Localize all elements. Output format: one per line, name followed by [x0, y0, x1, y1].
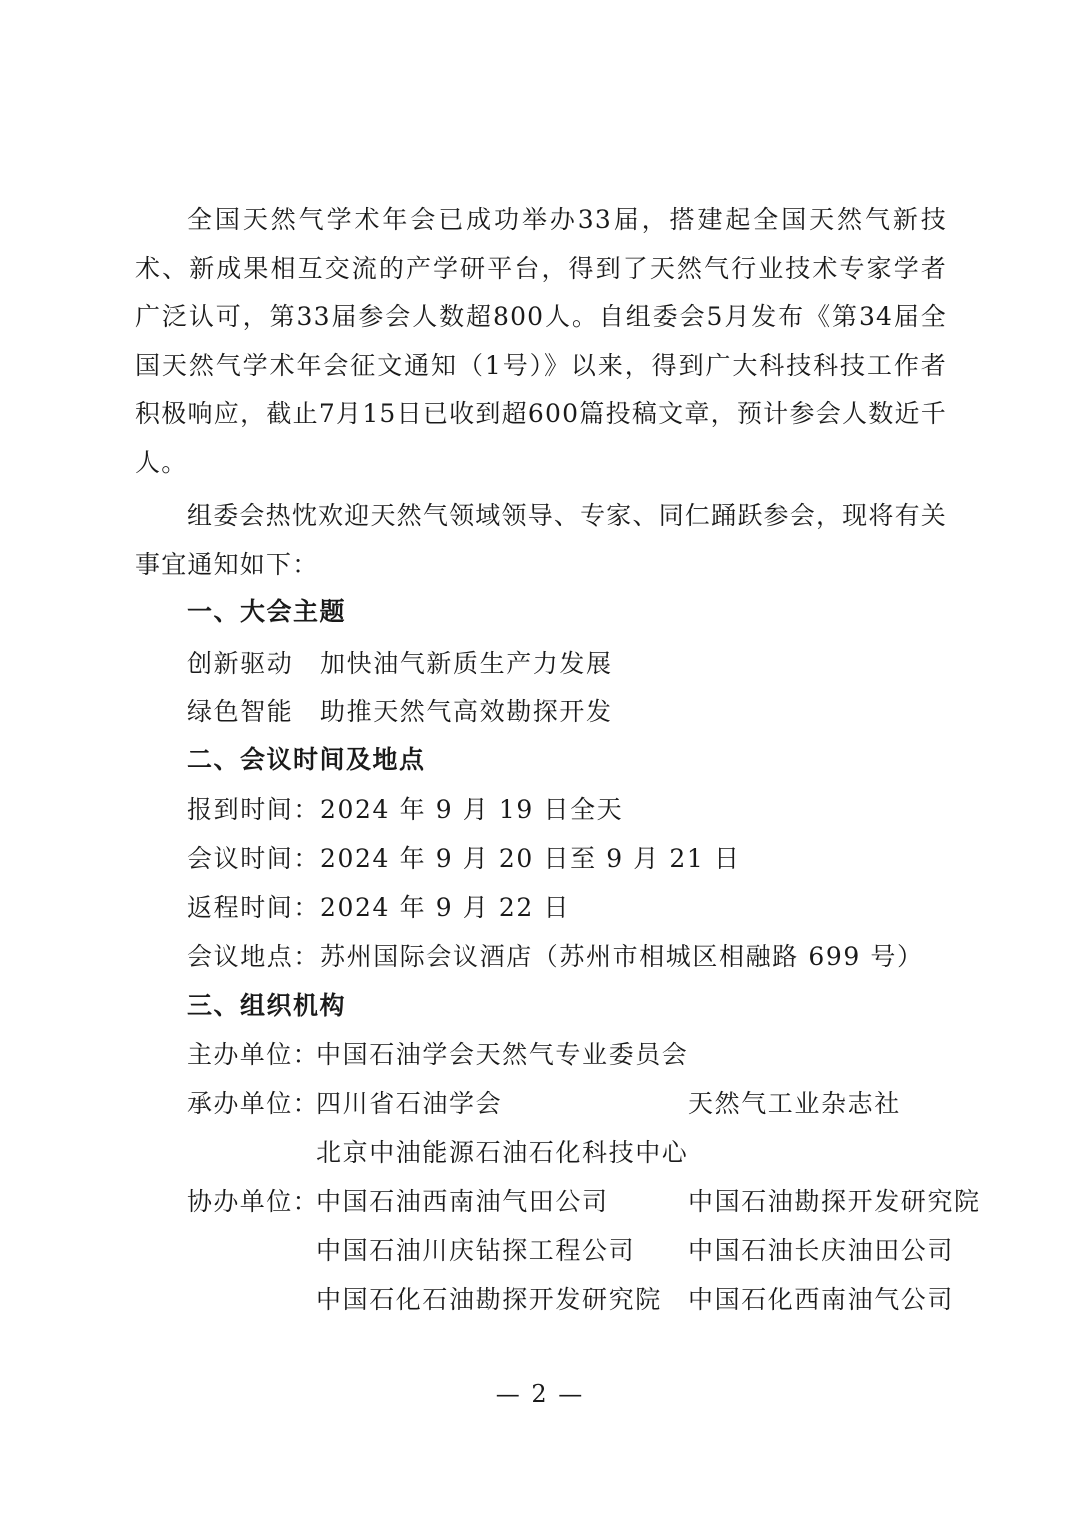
co-organizer-unit: 中国石化石油勘探开发研究院: [316, 1285, 662, 1314]
organizer-unit: 北京中油能源石油石化科技中心: [316, 1138, 689, 1167]
venue: 会议地点：苏州国际会议酒店（苏州市相城区相融路 699 号）: [187, 942, 924, 971]
theme-line-1: 创新驱动 加快油气新质生产力发展: [187, 649, 613, 678]
co-organizer-unit: 中国石油西南油气田公司: [316, 1187, 609, 1216]
co-organizer-unit: 中国石化西南油气公司: [688, 1285, 955, 1314]
intro-paragraph-1: 全国天然气学术年会已成功举办33届，搭建起全国天然气新技术、新成果相互交流的产学研平台，得到了天然气行业技术专家学者广泛认可，第33届参会人数超800人。自组委会5月发布《第34届全国天然气学术年会征文通知（1号）》以来，得到广大科技科技工作者积极响应，截止7月15日已收到超600篇投稿文章，预计参会人数近千人。: [135, 205, 947, 477]
host-label: 主办单位：: [187, 1040, 320, 1069]
meeting-time: 会议时间：2024 年 9 月 20 日至 9 月 21 日: [187, 844, 741, 873]
checkin-time: 报到时间：2024 年 9 月 19 日全天: [187, 795, 624, 824]
organizer-unit: 天然气工业杂志社: [688, 1089, 901, 1118]
section-1-heading: 一、大会主题: [187, 597, 347, 626]
return-time: 返程时间：2024 年 9 月 22 日: [187, 893, 571, 922]
co-organizer-unit: 中国石油川庆钻探工程公司: [316, 1236, 636, 1265]
intro-paragraph-2: 组委会热忱欢迎天然气领域领导、专家、同仁踊跃参会，现将有关事宜通知如下：: [135, 501, 947, 579]
section-3-heading: 三、组织机构: [187, 991, 347, 1020]
co-organizer-unit: 中国石油长庆油田公司: [688, 1236, 955, 1265]
co-organizer-unit: 中国石油勘探开发研究院: [688, 1187, 981, 1216]
section-2-heading: 二、会议时间及地点: [187, 745, 426, 774]
page-number: — 2 —: [495, 1380, 585, 1408]
theme-line-2: 绿色智能 助推天然气高效勘探开发: [187, 697, 613, 726]
host-unit: 中国石油学会天然气专业委员会: [316, 1040, 689, 1069]
organizer-unit: 四川省石油学会: [316, 1089, 503, 1118]
co-organizer-label: 协办单位：: [187, 1187, 320, 1216]
organizer-label: 承办单位：: [187, 1089, 320, 1118]
